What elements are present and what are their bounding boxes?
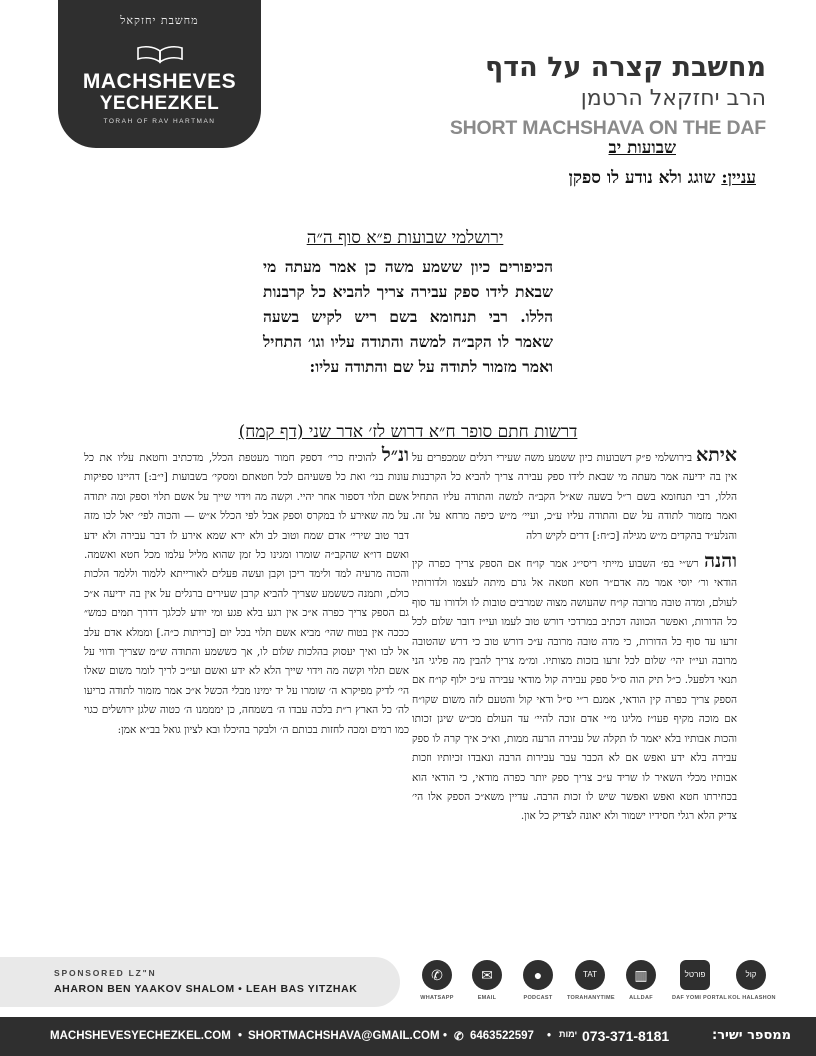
left-p1-text: להוכיח כרי׳ דספק חמור מעטפת הכלל, מדכתיב וחטאת עליו את כל עונות בני׳ ואת כל פשעיהם לכל חטאתם ומסקי׳ בשבועות [י״ב:] דהיינו ספיקות אשם תלוי דספור אחר יהיי. וקשה מה וידוי שייך על אשם תלוי וספק ומה יתודה על מה שאירע לו במקרס וספק אבל לפי הכלל א״ש — והכוה לפי׳ יאל לכו מזה דבר טוב שירי׳ אדם שמח וטוב לב ולא ירא שמא אירע לו דבר עבירה ולא ידע ואשם דו״א שהקב״ה שומרו ומגינו כל זמן שהוא מליל עלמו מכל חטא ואשמה. והכוה מרעיה למד ולימד ריכן וקבן ועשה פעלים לאורייתא ללמוד וללמד הלכות כולם, ותמנה כששמע שצריך להביא קרבן שעירים ברגלים על אין בה ידיעה א״כ גם הספק צריך כפרה א״כ אין רגע בלא פגע ומי יודע לכלגך דדרך תמים כמש״ כככה אין בטוח שהי׳ מביא אשם תלוי בכל יום [כריתות כ״ה.] וממלא אדם עלב אל לבו ואיך יעסוק בהלכות שלום לו, אך כששמע והתודה ש״מ שצריך ודווי על אשם תלוי וקשה מה וידוי שייך הלא לא ידע ואשם ועי״כ לריך לומר משום שאלו הי׳ לדיק מפיקרא ה׳ שומרו על יד ימינו מבלי הכשל א״כ אמר מזמור לתודה כריעו לה׳ כל הארץ ר״ת בלכה עבדו ה׳ בשמחה, כן ימממנו ה׳ כטוה שלגן ירושלים כגוי כמו רמים ומכה לחזות בכותם ה׳ ולבקר בהיכלו ובא לציון גואל בב״א אמן: [84, 452, 409, 736]
kolhalashon-link[interactable]: קול KOL HALASHON [728, 960, 774, 1001]
logo-title-line2: YECHEZKEL [99, 93, 220, 114]
dafyomi-portal-icon: פורטל [680, 960, 710, 990]
right-paragraph-2 [412, 552, 737, 827]
inyan-line [569, 168, 756, 188]
torahanytime-icon: TAT [575, 960, 605, 990]
logo-hebrew: מחשבת יחזקאל [120, 14, 199, 27]
podcast-icon: ● [523, 960, 553, 990]
right-p1-lead: איתא [696, 444, 737, 466]
english-title: SHORT MACHSHAVA ON THE DAF [449, 117, 766, 139]
separator-dot: • [443, 1030, 448, 1042]
right-p2-text: רש״י בפ׳ השבוע מייתי ריסי״ג אמר קו״ח אם הספק צריך כפרה קין הודאי ור׳ יוסי אמר מה אדם״ר חטא חטאה אל גרם מיתה לעצמו ולדורותיו לעולם, ומדה טובה מרובה קו״ח שהעושה מצוה שמרבים טובות לו ולדורו עד סוף כל הדורות, ואפשר הכוונה דכתיב במרדכי דורש טוב לעמו ועי״ז דובר שלום לכל זרעו עד סוף כל הדורות, כי מדה טובה מרובה ע״כ דורש טוב כי דרש שהטובה מרובה ועי״ז יהי׳ שלום לכל זרעו בזכות מצותיו. ומ״מ צריך להבין מה פליגי הני תנאי דלפעל. כ״ל תיק הוה ס״ל ספק עבירה קול מודאי עבירה ע״כ ילוף קו״ח אם הספק צריך כפרה קין הודאי, אמנם ר״י ס״ל ודאי קול והטעם לזה משום שקו״ח אם מוכה מקיף פעו״ז מליגו מ״י אדם זוכה להיי׳ עד העולם מכ״ש שיגן זכותו והכות אבותיו בלא יאמר לו תקלה של עבירה הרעה ממות, וא״כ איך קרה לו ספק עבירה בלא ידע ואפש אם לא הכבר עבר עבירות הרבה ונאבדו זכיותיו וזכות אבותיו מכלי השאיר לו שריד ע״כ צריך ספק יותר כפרה מודאי, כי הודאי הוא בכחירתו חטא ואפש ואפשר שיש לו זכות הרבה. עדיין משא״כ הספק אלו הי׳ צדיק הלא רגלי חסידיו ישמור ולא יאונה לצדיק כל און. [412, 558, 737, 823]
logo-tagline: TORAH OF RAV HARTMAN [103, 118, 216, 125]
email-link-footer[interactable]: SHORTMACHSHAVA@GMAIL.COM [248, 1030, 440, 1042]
separator-dot: • [547, 1030, 552, 1042]
whatsapp-icon: ✆ [422, 960, 452, 990]
left-column [84, 446, 409, 746]
kolhalashon-icon: קול [736, 960, 766, 990]
sponsor-bar [0, 957, 400, 1007]
logo [58, 0, 261, 148]
right-p1-text: בירושלמי פ״ק דשבועות כיון ששמע משה שעירי רגלים שמכפרים על אין בה ידיעה אמר מעתה מי שבאת לידו ספק עבירה צריך להביא כל הקרבנות הללו, רבי תנחומא בשם ר״ל בשעה שא״ל הקב״ה למשה והתודה עליו התחיל ואמר מזמור לתודה על שם והתודה עליו ע״כ, ועיי׳ מ״ש כיפה מרחא על זה. והנלע״ד בהקדים מ״ש מגילה [כ״ח:] דרים לקיש רלה [412, 452, 737, 542]
alldaf-icon: ▥ [626, 960, 656, 990]
yerushalmi-heading: ירושלמי שבועות פ״א סוף ה״ה [306, 228, 504, 248]
dafyomi-portal-link[interactable]: פורטל DAF YOMI PORTAL [672, 960, 718, 1001]
page-title: מחשבת קצרה על הדף [485, 52, 766, 83]
footer [0, 1017, 816, 1056]
whatsapp-link[interactable]: ✆ WHATSAPP [414, 960, 460, 1001]
sponsor-names: AHARON BEN YAAKOV SHALOM • LEAH BAS YITZHAK [54, 983, 358, 995]
right-column [412, 446, 737, 833]
rabbi-name: הרב יחזקאל הרטמן [580, 86, 766, 111]
website-link[interactable]: MACHSHEVESYECHEZKEL.COM [50, 1030, 231, 1042]
hotline-number[interactable]: 073-371-8181 [582, 1028, 670, 1044]
contact-icons [414, 960, 784, 1010]
daf-reference: שבועות יב [608, 138, 676, 158]
alldaf-link[interactable]: ▥ ALLDAF [618, 960, 664, 1001]
whatsapp-small-icon: ✆ [454, 1031, 464, 1043]
left-paragraph-1 [84, 446, 409, 740]
email-link[interactable]: ✉ EMAIL [464, 960, 510, 1001]
sponsor-label: SPONSORED LZ"N [54, 968, 157, 978]
logo-title-line1: MACHSHEVES [82, 70, 237, 93]
left-p1-lead: ונ״ל [381, 444, 409, 466]
separator-dot: • [238, 1030, 243, 1042]
right-p2-lead: והנה [704, 550, 737, 573]
hotline-label: ממספר ישיר: [712, 1028, 792, 1043]
chasam-sofer-heading: דרשות חתם סופר ח״א דרוש לז׳ אדר שני (דף קמח) [238, 422, 578, 442]
right-paragraph-1 [412, 446, 737, 546]
inyan-label: עניין: [721, 168, 756, 188]
torahanytime-link[interactable]: TAT TORAHANYTIME [567, 960, 613, 1001]
inyan-text: שוגג ולא נודע לו ספקן [568, 168, 722, 188]
email-icon: ✉ [472, 960, 502, 990]
yerushalmi-text: הכיפורים כיון ששמע משה כן אמר מעתה מי שבאת לידו ספק עבירה צריך להביא כל קרבנות הללו. רבי תנחומא בשם ריש לקיש בשעה שאמר לו הקב״ה למשה והתודה עליו וגו׳ התחיל ואמר מזמור לתודה על שם והתודה עליו: [263, 257, 553, 376]
phone-number[interactable]: 6463522597 [470, 1030, 534, 1042]
open-book-icon [136, 44, 184, 64]
podcast-link[interactable]: ● PODCAST [515, 960, 561, 1001]
yemot-logo: ימות [559, 1029, 578, 1039]
